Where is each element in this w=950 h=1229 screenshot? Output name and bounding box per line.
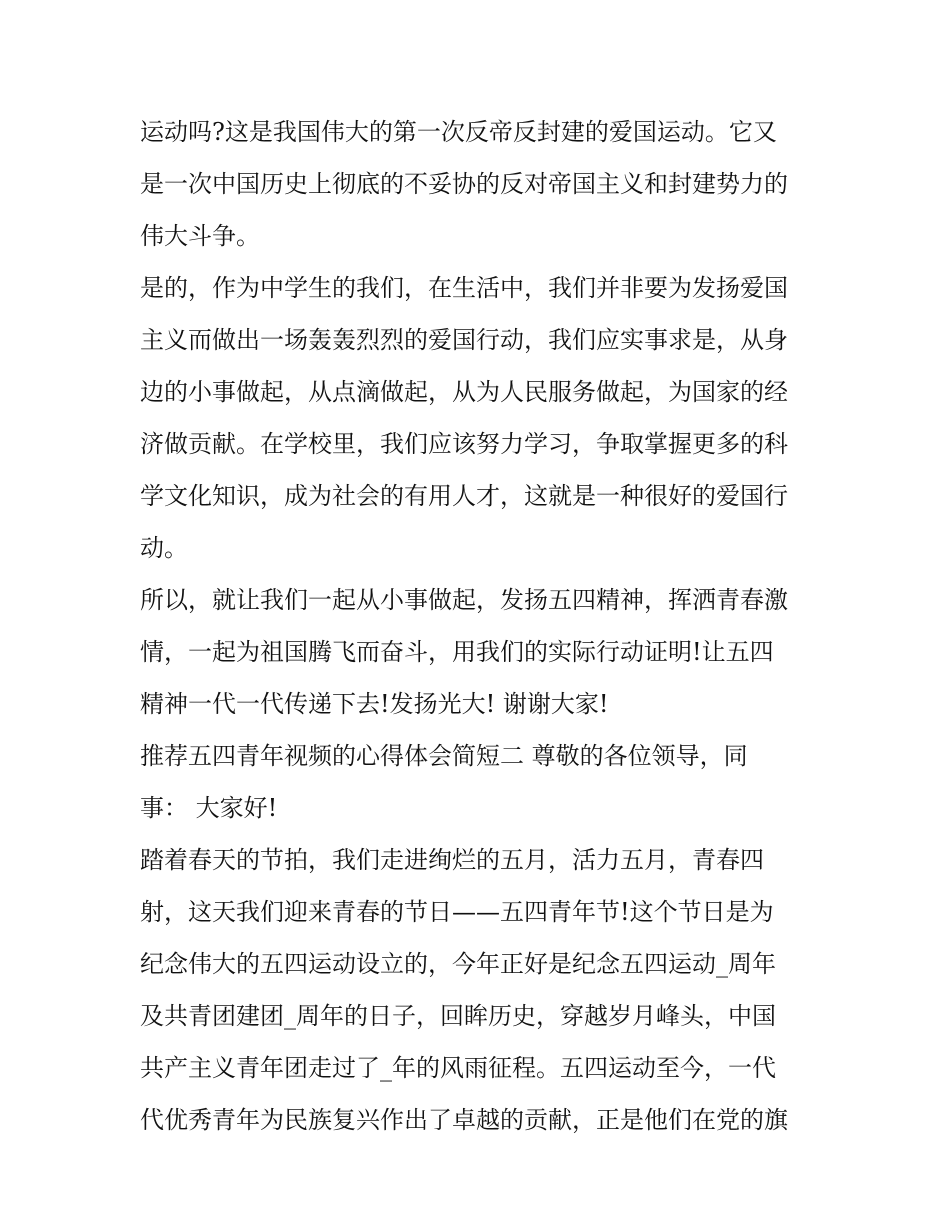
text-line: 济做贡献。在学校里，我们应该努力学习，争取掌握更多的科 — [140, 430, 788, 458]
text-line: 主义而做出一场轰轰烈烈的爱国行动，我们应实事求是，从身 — [140, 326, 788, 354]
text-line: 推荐五四青年视频的心得体会简短二 尊敬的各位领导，同 — [140, 742, 748, 770]
text-line: 学文化知识，成为社会的有用人才，这就是一种很好的爱国行 — [140, 482, 788, 510]
text-line: 边的小事做起，从点滴做起，从为人民服务做起，为国家的经 — [140, 378, 788, 406]
text-line: 伟大斗争。 — [140, 222, 260, 250]
text-line: 动。 — [140, 534, 188, 562]
text-line: 代优秀青年为民族复兴作出了卓越的贡献，正是他们在党的旗 — [140, 1106, 788, 1134]
text-line: 射，这天我们迎来青春的节日——五四青年节!这个节日是为 — [140, 898, 774, 926]
text-line: 及共青团建团_周年的日子，回眸历史，穿越岁月峰头，中国 — [140, 1002, 776, 1030]
text-line: 精神一代一代传递下去!发扬光大! 谢谢大家! — [140, 690, 609, 718]
text-line: 是一次中国历史上彻底的不妥协的反对帝国主义和封建势力的 — [140, 170, 788, 198]
text-line: 所以，就让我们一起从小事做起，发扬五四精神，挥洒青春激 — [140, 586, 788, 614]
text-line: 情，一起为祖国腾飞而奋斗，用我们的实际行动证明!让五四 — [140, 638, 774, 666]
text-line: 运动吗?这是我国伟大的第一次反帝反封建的爱国运动。它又 — [140, 118, 777, 146]
body-text — [140, 106, 820, 1146]
text-line: 纪念伟大的五四运动设立的，今年正好是纪念五四运动_周年 — [140, 950, 776, 978]
text-line: 共产主义青年团走过了_年的风雨征程。五四运动至今，一代 — [140, 1054, 776, 1082]
text-line: 是的，作为中学生的我们，在生活中，我们并非要为发扬爱国 — [140, 274, 788, 302]
text-line: 事： 大家好! — [140, 794, 278, 822]
text-line: 踏着春天的节拍，我们走进绚烂的五月，活力五月，青春四 — [140, 846, 764, 874]
